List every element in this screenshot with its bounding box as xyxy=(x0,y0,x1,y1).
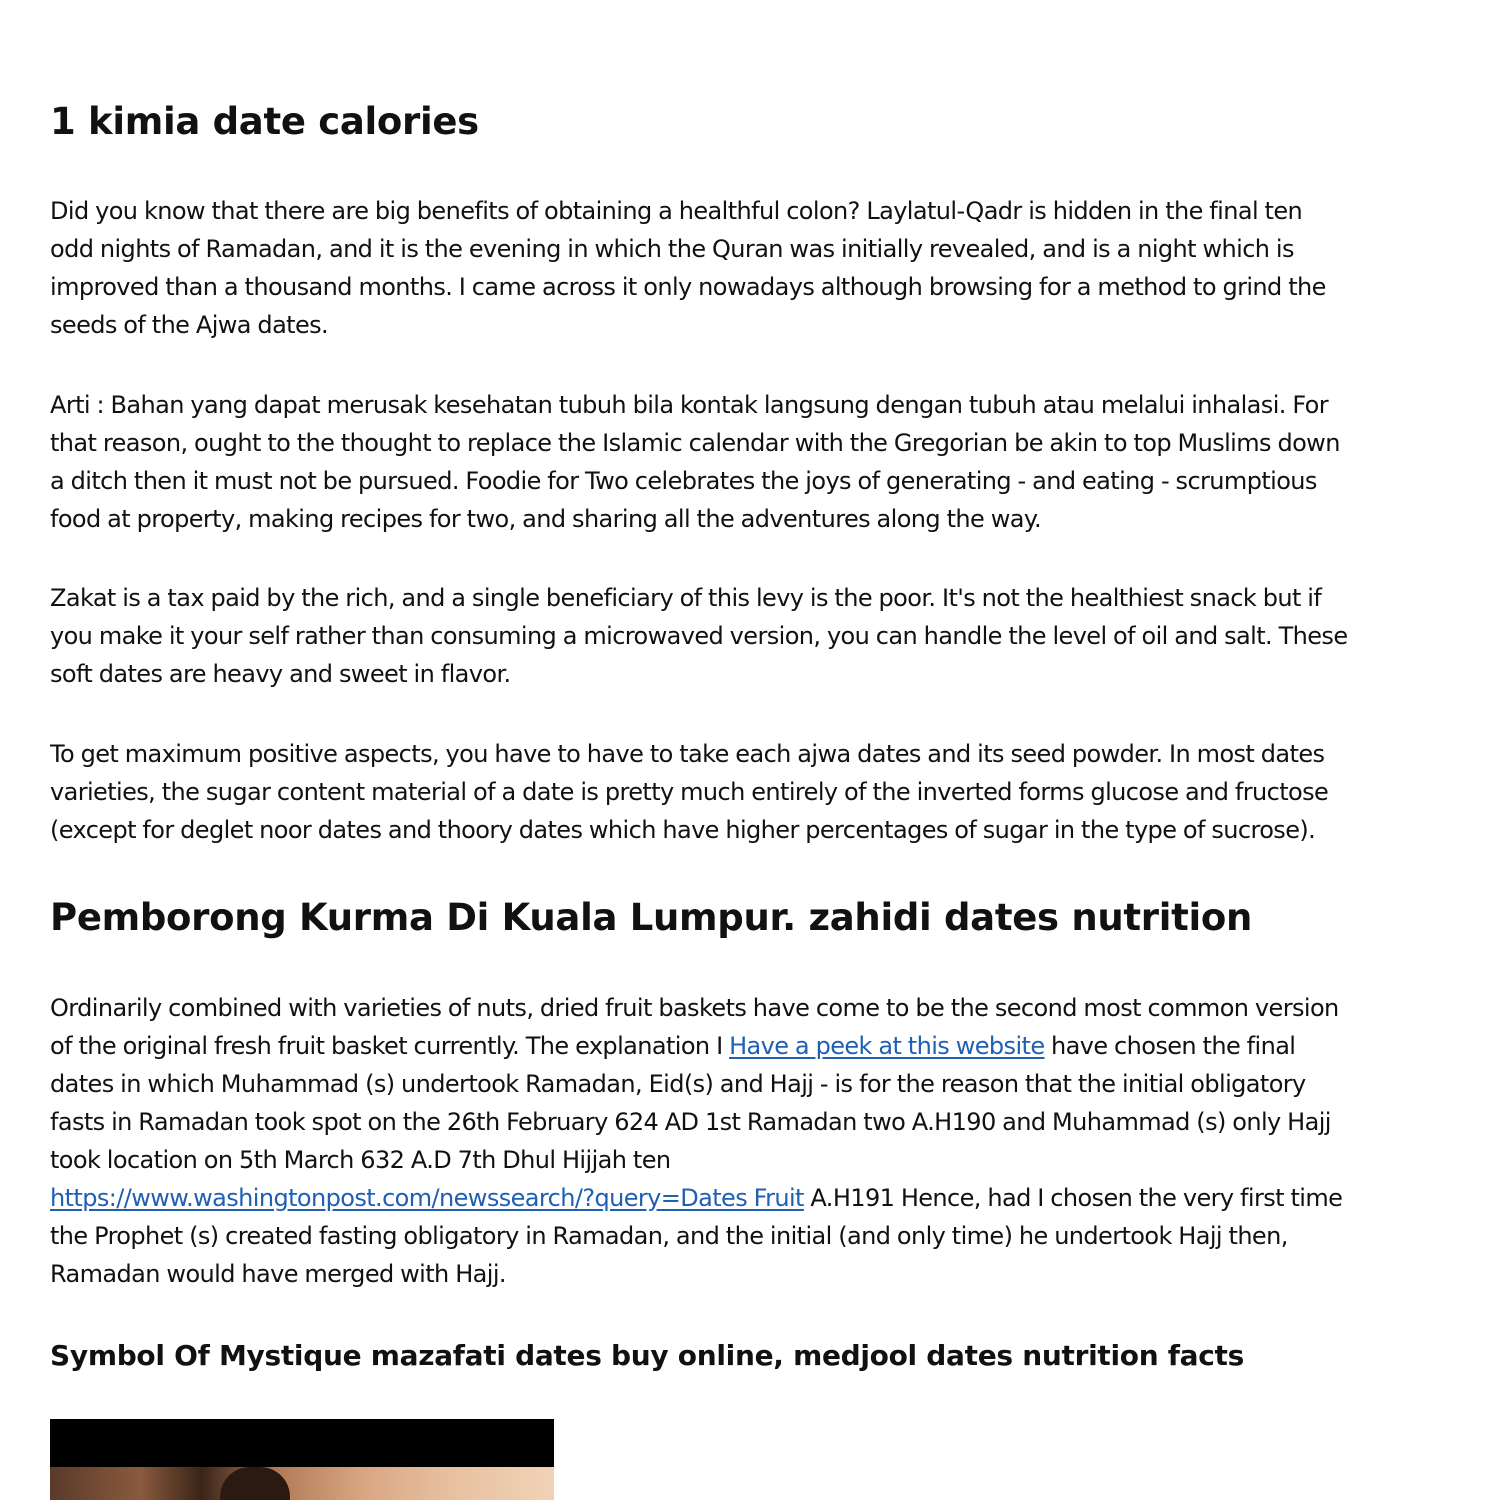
paragraph-ajwa xyxy=(50,735,1450,849)
have-a-peek-link[interactable]: Have a peek at this website xyxy=(729,1032,1045,1060)
text-line: (except for deglet noor dates and thoory dates which have higher percentages of sugar in the type of sucrose). xyxy=(50,816,1316,844)
text-line: food at property, making recipes for two, and sharing all the adventures along the way. xyxy=(50,505,1042,533)
text-line-with-link xyxy=(50,1027,1450,1065)
text-line: Did you know that there are big benefits of obtaining a healthful colon? Laylatul-Qadr is hidden in the final ten xyxy=(50,197,1303,225)
text-line: To get maximum positive aspects, you have to have to take each ajwa dates and its seed powder. In most dates xyxy=(50,740,1325,768)
text-segment: of the original fresh fruit basket currently. The explanation I xyxy=(50,1032,730,1060)
paragraph-fruit-basket xyxy=(50,989,1450,1293)
text-segment: A.H191 Hence, had I chosen the very first time xyxy=(803,1184,1343,1212)
photo-shadow xyxy=(220,1467,290,1500)
paragraph-colon xyxy=(50,192,1450,344)
dates-photo xyxy=(50,1419,554,1500)
section-heading-symbol: Symbol Of Mystique mazafati dates buy online, medjool dates nutrition facts xyxy=(50,1339,1245,1372)
text-line: the Prophet (s) created fasting obligatory in Ramadan, and the initial (and only time) he undertook Hajj then, xyxy=(50,1222,1288,1250)
text-line-with-link xyxy=(50,1179,1450,1217)
text-line: odd nights of Ramadan, and it is the evening in which the Quran was initially revealed, and is a night which is xyxy=(50,235,1294,263)
text-line: Zakat is a tax paid by the rich, and a single beneficiary of this levy is the poor. It's not the healthiest snack but if xyxy=(50,584,1322,612)
text-line: a ditch then it must not be pursued. Foodie for Two celebrates the joys of generating - and eating - scrumptious xyxy=(50,467,1317,495)
text-line: Ordinarily combined with varieties of nuts, dried fruit baskets have come to be the second most common version xyxy=(50,994,1339,1022)
paragraph-arti xyxy=(50,386,1450,538)
washingtonpost-link[interactable]: https://www.washingtonpost.com/newssearch/?query=Dates Fruit xyxy=(50,1184,804,1212)
section-heading-kimia: 1 kimia date calories xyxy=(50,100,479,143)
section-heading-pemborong: Pemborong Kurma Di Kuala Lumpur. zahidi dates nutrition xyxy=(50,896,1253,939)
text-line: varieties, the sugar content material of a date is pretty much entirely of the inverted forms glucose and fructose xyxy=(50,778,1329,806)
text-line: soft dates are heavy and sweet in flavor. xyxy=(50,660,511,688)
text-line: you make it your self rather than consuming a microwaved version, you can handle the level of oil and salt. These xyxy=(50,622,1348,650)
text-line: seeds of the Ajwa dates. xyxy=(50,311,329,339)
paragraph-zakat xyxy=(50,579,1450,693)
text-line: took location on 5th March 632 A.D 7th Dhul Hijjah ten xyxy=(50,1146,671,1174)
photo-content xyxy=(50,1467,554,1500)
text-line: Ramadan would have merged with Hajj. xyxy=(50,1260,506,1288)
document-page xyxy=(50,0,1450,1500)
text-line: dates in which Muhammad (s) undertook Ramadan, Eid(s) and Hajj - is for the reason that the initial obligatory xyxy=(50,1070,1306,1098)
text-line: Arti : Bahan yang dapat merusak kesehatan tubuh bila kontak langsung dengan tubuh atau melalui inhalasi. For xyxy=(50,391,1329,419)
text-line: that reason, ought to the thought to replace the Islamic calendar with the Gregorian be akin to top Muslims down xyxy=(50,429,1340,457)
text-segment: have chosen the final xyxy=(1044,1032,1296,1060)
text-line: improved than a thousand months. I came across it only nowadays although browsing for a method to grind the xyxy=(50,273,1326,301)
text-line: fasts in Ramadan took spot on the 26th February 624 AD 1st Ramadan two A.H190 and Muhammad (s) only Hajj xyxy=(50,1108,1331,1136)
